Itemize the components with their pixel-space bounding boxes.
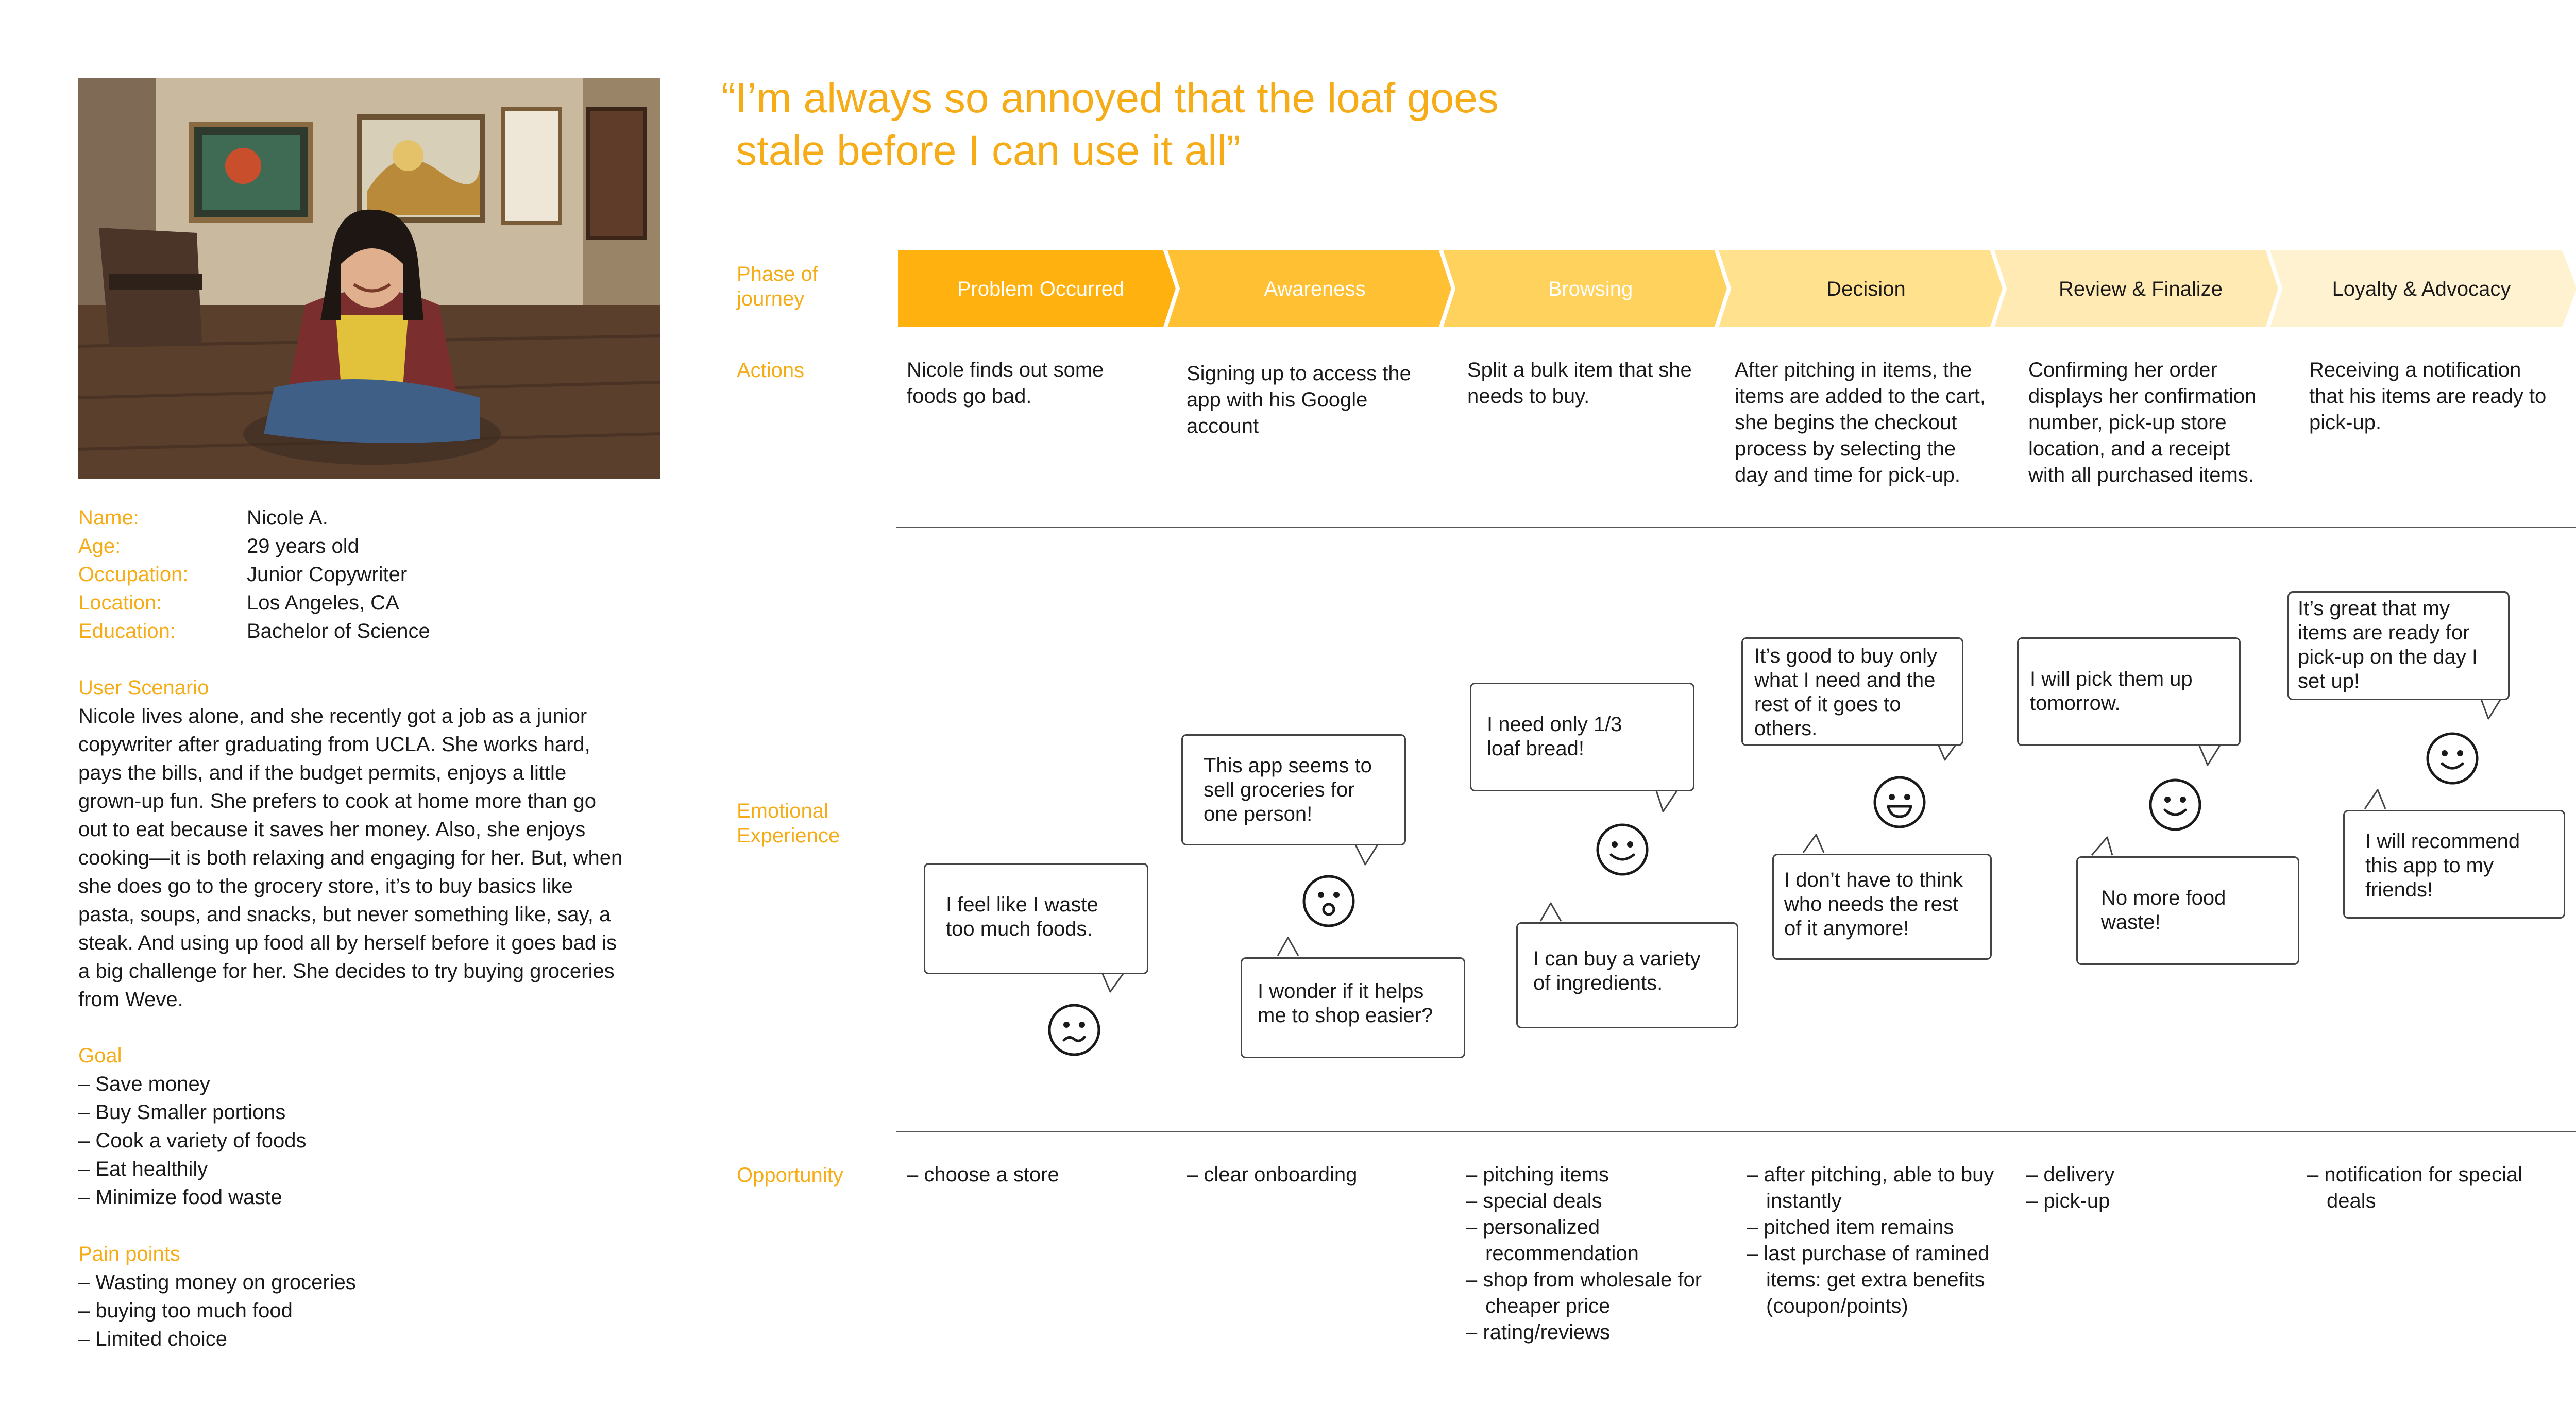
goal-item: – Eat healthily: [78, 1155, 306, 1183]
scenario-line: pasta, soups, and snacks, but never something like, say, a: [78, 903, 611, 926]
info-label: Age:: [78, 535, 121, 557]
info-label: Location:: [78, 591, 162, 614]
action-line: Confirming her order: [2028, 359, 2217, 381]
quote-line: stale before I can use it all”: [736, 127, 1241, 174]
bubble-line: This app seems to: [1204, 754, 1372, 777]
action-line: account: [1187, 415, 1259, 437]
label-line: Phase of: [737, 263, 818, 285]
bubble-text: [1204, 754, 1372, 826]
action-line: foods go bad.: [907, 385, 1032, 408]
info-value: Los Angeles, CA: [247, 591, 399, 614]
bubble-line: items are ready for: [2298, 621, 2470, 644]
speech-bubble: [2017, 637, 2241, 746]
bubble-line: of ingredients.: [1533, 972, 1663, 994]
bubble-text: [2298, 597, 2478, 693]
bubble-line: I don’t have to think: [1784, 869, 1963, 891]
phase-label: Review & Finalize: [2059, 278, 2223, 300]
bubble-line: tomorrow.: [2030, 692, 2121, 715]
action-line: day and time for pick-up.: [1735, 464, 1960, 486]
speech-bubble: [924, 863, 1148, 974]
opportunity-list: [2026, 1162, 2284, 1214]
bubble-text: [946, 893, 1098, 941]
action-line: Receiving a notification: [2309, 359, 2521, 381]
info-value: Bachelor of Science: [247, 620, 430, 642]
label-line: journey: [737, 287, 805, 310]
phase-label: Decision: [1826, 278, 1906, 300]
info-label: Occupation:: [78, 563, 189, 586]
label-line: Experience: [737, 824, 840, 847]
opportunity-item: – clear onboarding: [1187, 1162, 1444, 1188]
speech-bubble: [2076, 856, 2299, 965]
bubble-text: [1533, 947, 1701, 995]
bubble-line: It’s good to buy only: [1754, 645, 1938, 667]
bubble-line: me to shop easier?: [1258, 1004, 1433, 1027]
surprised-face-icon: [1302, 874, 1355, 928]
speech-bubble: [1741, 637, 1963, 746]
bubble-line: No more food: [2101, 887, 2226, 909]
opportunity-item: – last purchase of ramined items: get extra benefits (coupon/points): [1747, 1241, 2014, 1319]
speech-bubble: [2343, 810, 2565, 919]
opportunity-item: – shop from wholesale for cheaper price: [1466, 1267, 1723, 1319]
opportunity-list: [2307, 1162, 2565, 1214]
bubble-text: [1258, 979, 1433, 1028]
opportunity-item: – pick-up: [2026, 1188, 2284, 1214]
bubble-text: [2365, 829, 2520, 902]
opportunity-item: – rating/reviews: [1466, 1319, 1723, 1346]
opportunity-item: – after pitching, able to buy instantly: [1747, 1162, 2014, 1214]
bubble-line: this app to my: [2365, 854, 2494, 877]
goal-item: – Buy Smaller portions: [78, 1098, 306, 1127]
bubble-line: one person!: [1204, 803, 1313, 825]
info-value: Junior Copywriter: [247, 563, 408, 586]
action-line: Signing up to access the: [1187, 362, 1411, 385]
bubble-line: friends!: [2365, 878, 2433, 901]
pain-item: – buying too much food: [78, 1297, 356, 1325]
info-label: Name:: [78, 506, 139, 529]
scenario-title: User Scenario: [78, 676, 209, 699]
speech-bubble: [1181, 734, 1406, 845]
phase-label: Problem Occurred: [957, 278, 1125, 300]
goal-item: – Cook a variety of foods: [78, 1127, 306, 1155]
bubble-line: It’s great that my: [2298, 597, 2450, 620]
scenario-line: from Weve.: [78, 988, 183, 1011]
action-line: number, pick-up store: [2028, 411, 2227, 434]
action-line: location, and a receipt: [2028, 437, 2230, 460]
bubble-line: sell groceries for: [1204, 778, 1355, 801]
phase-label: Awareness: [1264, 278, 1366, 300]
speech-bubble: [1241, 957, 1465, 1058]
action-line: needs to buy.: [1467, 385, 1590, 408]
bubble-line: who needs the rest: [1784, 893, 1958, 916]
bubble-line: pick-up on the day I: [2298, 646, 2478, 668]
action-line: pick-up.: [2309, 411, 2382, 434]
speech-bubble: [2287, 591, 2510, 700]
info-label: Education:: [78, 620, 176, 642]
action-line: Split a bulk item that she: [1467, 359, 1692, 381]
speech-bubble: [1470, 683, 1694, 791]
bubble-line: rest of it goes to: [1754, 693, 1901, 716]
bubble-line: set up!: [2298, 670, 2360, 692]
pain-title: Pain points: [78, 1243, 180, 1265]
bubble-line: I feel like I waste: [946, 893, 1098, 916]
grin-face-icon: [1873, 775, 1926, 829]
action-line: app with his Google: [1187, 388, 1368, 411]
scenario-line: a big challenge for her. She decides to try buying groceries: [78, 960, 615, 982]
phase-label: Browsing: [1548, 278, 1633, 300]
quote-line: “I’m always so annoyed that the loaf goes: [721, 75, 1499, 122]
action-line: process by selecting the: [1735, 437, 1956, 460]
scenario-line: pays the bills, and if the budget permits, enjoys a little: [78, 761, 567, 784]
phase-label: Loyalty & Advocacy: [2332, 278, 2511, 300]
info-value: Nicole A.: [247, 506, 328, 529]
opportunity-item: – delivery: [2026, 1162, 2284, 1188]
bubble-text: [2101, 886, 2226, 935]
opportunity-row-label: Opportunity: [737, 1164, 843, 1187]
scenario-line: she does go to the grocery store, it’s to buy basics like: [78, 875, 573, 897]
opportunity-list: [1187, 1162, 1444, 1188]
goal-item: – Minimize food waste: [78, 1183, 306, 1212]
smile-face-icon: [2148, 778, 2202, 832]
scenario-line: Nicole lives alone, and she recently got a job as a junior: [78, 705, 587, 727]
bubble-text: [1784, 868, 1963, 941]
happy-face-icon: [1596, 823, 1649, 876]
confused-face-icon: [1047, 1003, 1101, 1057]
bubble-line: I need only 1/3: [1487, 713, 1622, 736]
scenario-line: grown-up fun. She prefers to cook at home more than go: [78, 790, 597, 812]
opportunity-list: [1466, 1162, 1723, 1346]
opportunity-item: – choose a store: [907, 1162, 1164, 1188]
action-line: with all purchased items.: [2028, 464, 2254, 486]
info-value: 29 years old: [247, 535, 359, 557]
opportunity-item: – pitched item remains: [1747, 1214, 2014, 1241]
bubble-line: I can buy a variety: [1533, 947, 1701, 970]
action-line: that his items are ready to: [2309, 385, 2547, 408]
speech-bubble: [1516, 922, 1738, 1028]
bubble-line: what I need and the: [1754, 669, 1936, 691]
label-line: Emotional: [737, 800, 828, 822]
opportunity-item: – pitching items: [1466, 1162, 1723, 1188]
opportunity-item: – notification for special deals: [2307, 1162, 2565, 1214]
opportunity-item: – special deals: [1466, 1188, 1723, 1214]
bubble-line: of it anymore!: [1784, 917, 1909, 940]
bubble-line: waste!: [2101, 911, 2161, 934]
opportunity-item: – personalized recommendation: [1466, 1214, 1723, 1267]
pain-item: – Wasting money on groceries: [78, 1268, 356, 1297]
bubble-text: [1487, 713, 1622, 761]
bubble-line: I will recommend: [2365, 830, 2520, 853]
scenario-line: steak. And using up food all by herself before it goes bad is: [78, 931, 617, 954]
action-line: Nicole finds out some: [907, 359, 1104, 381]
bubble-text: [1754, 644, 1937, 741]
goal-title: Goal: [78, 1044, 122, 1067]
bubble-text: [2030, 667, 2193, 716]
scenario-line: copywriter after graduating from UCLA. She works hard,: [78, 733, 590, 756]
scenario-line: cooking—it is both relaxing and engaging for her. But, when: [78, 846, 623, 869]
action-line: she begins the checkout: [1735, 411, 1957, 434]
pain-item: – Limited choice: [78, 1325, 356, 1353]
smile-face-icon: [2426, 732, 2479, 785]
speech-bubble: [1772, 854, 1992, 960]
actions-row-label: Actions: [737, 359, 805, 382]
bubble-line: I wonder if it helps: [1258, 980, 1424, 1003]
bubble-line: loaf bread!: [1487, 737, 1585, 760]
bubble-line: too much foods.: [946, 918, 1093, 940]
bubble-line: others.: [1754, 717, 1818, 740]
scenario-line: out to eat because it saves her money. Also, she enjoys: [78, 818, 586, 841]
action-line: After pitching in items, the: [1735, 359, 1972, 381]
action-line: items are added to the cart,: [1735, 385, 1986, 408]
action-line: displays her confirmation: [2028, 385, 2257, 408]
bubble-line: I will pick them up: [2030, 668, 2193, 690]
opportunity-list: [907, 1162, 1164, 1188]
goal-item: – Save money: [78, 1070, 306, 1098]
opportunity-list: [1747, 1162, 2014, 1319]
